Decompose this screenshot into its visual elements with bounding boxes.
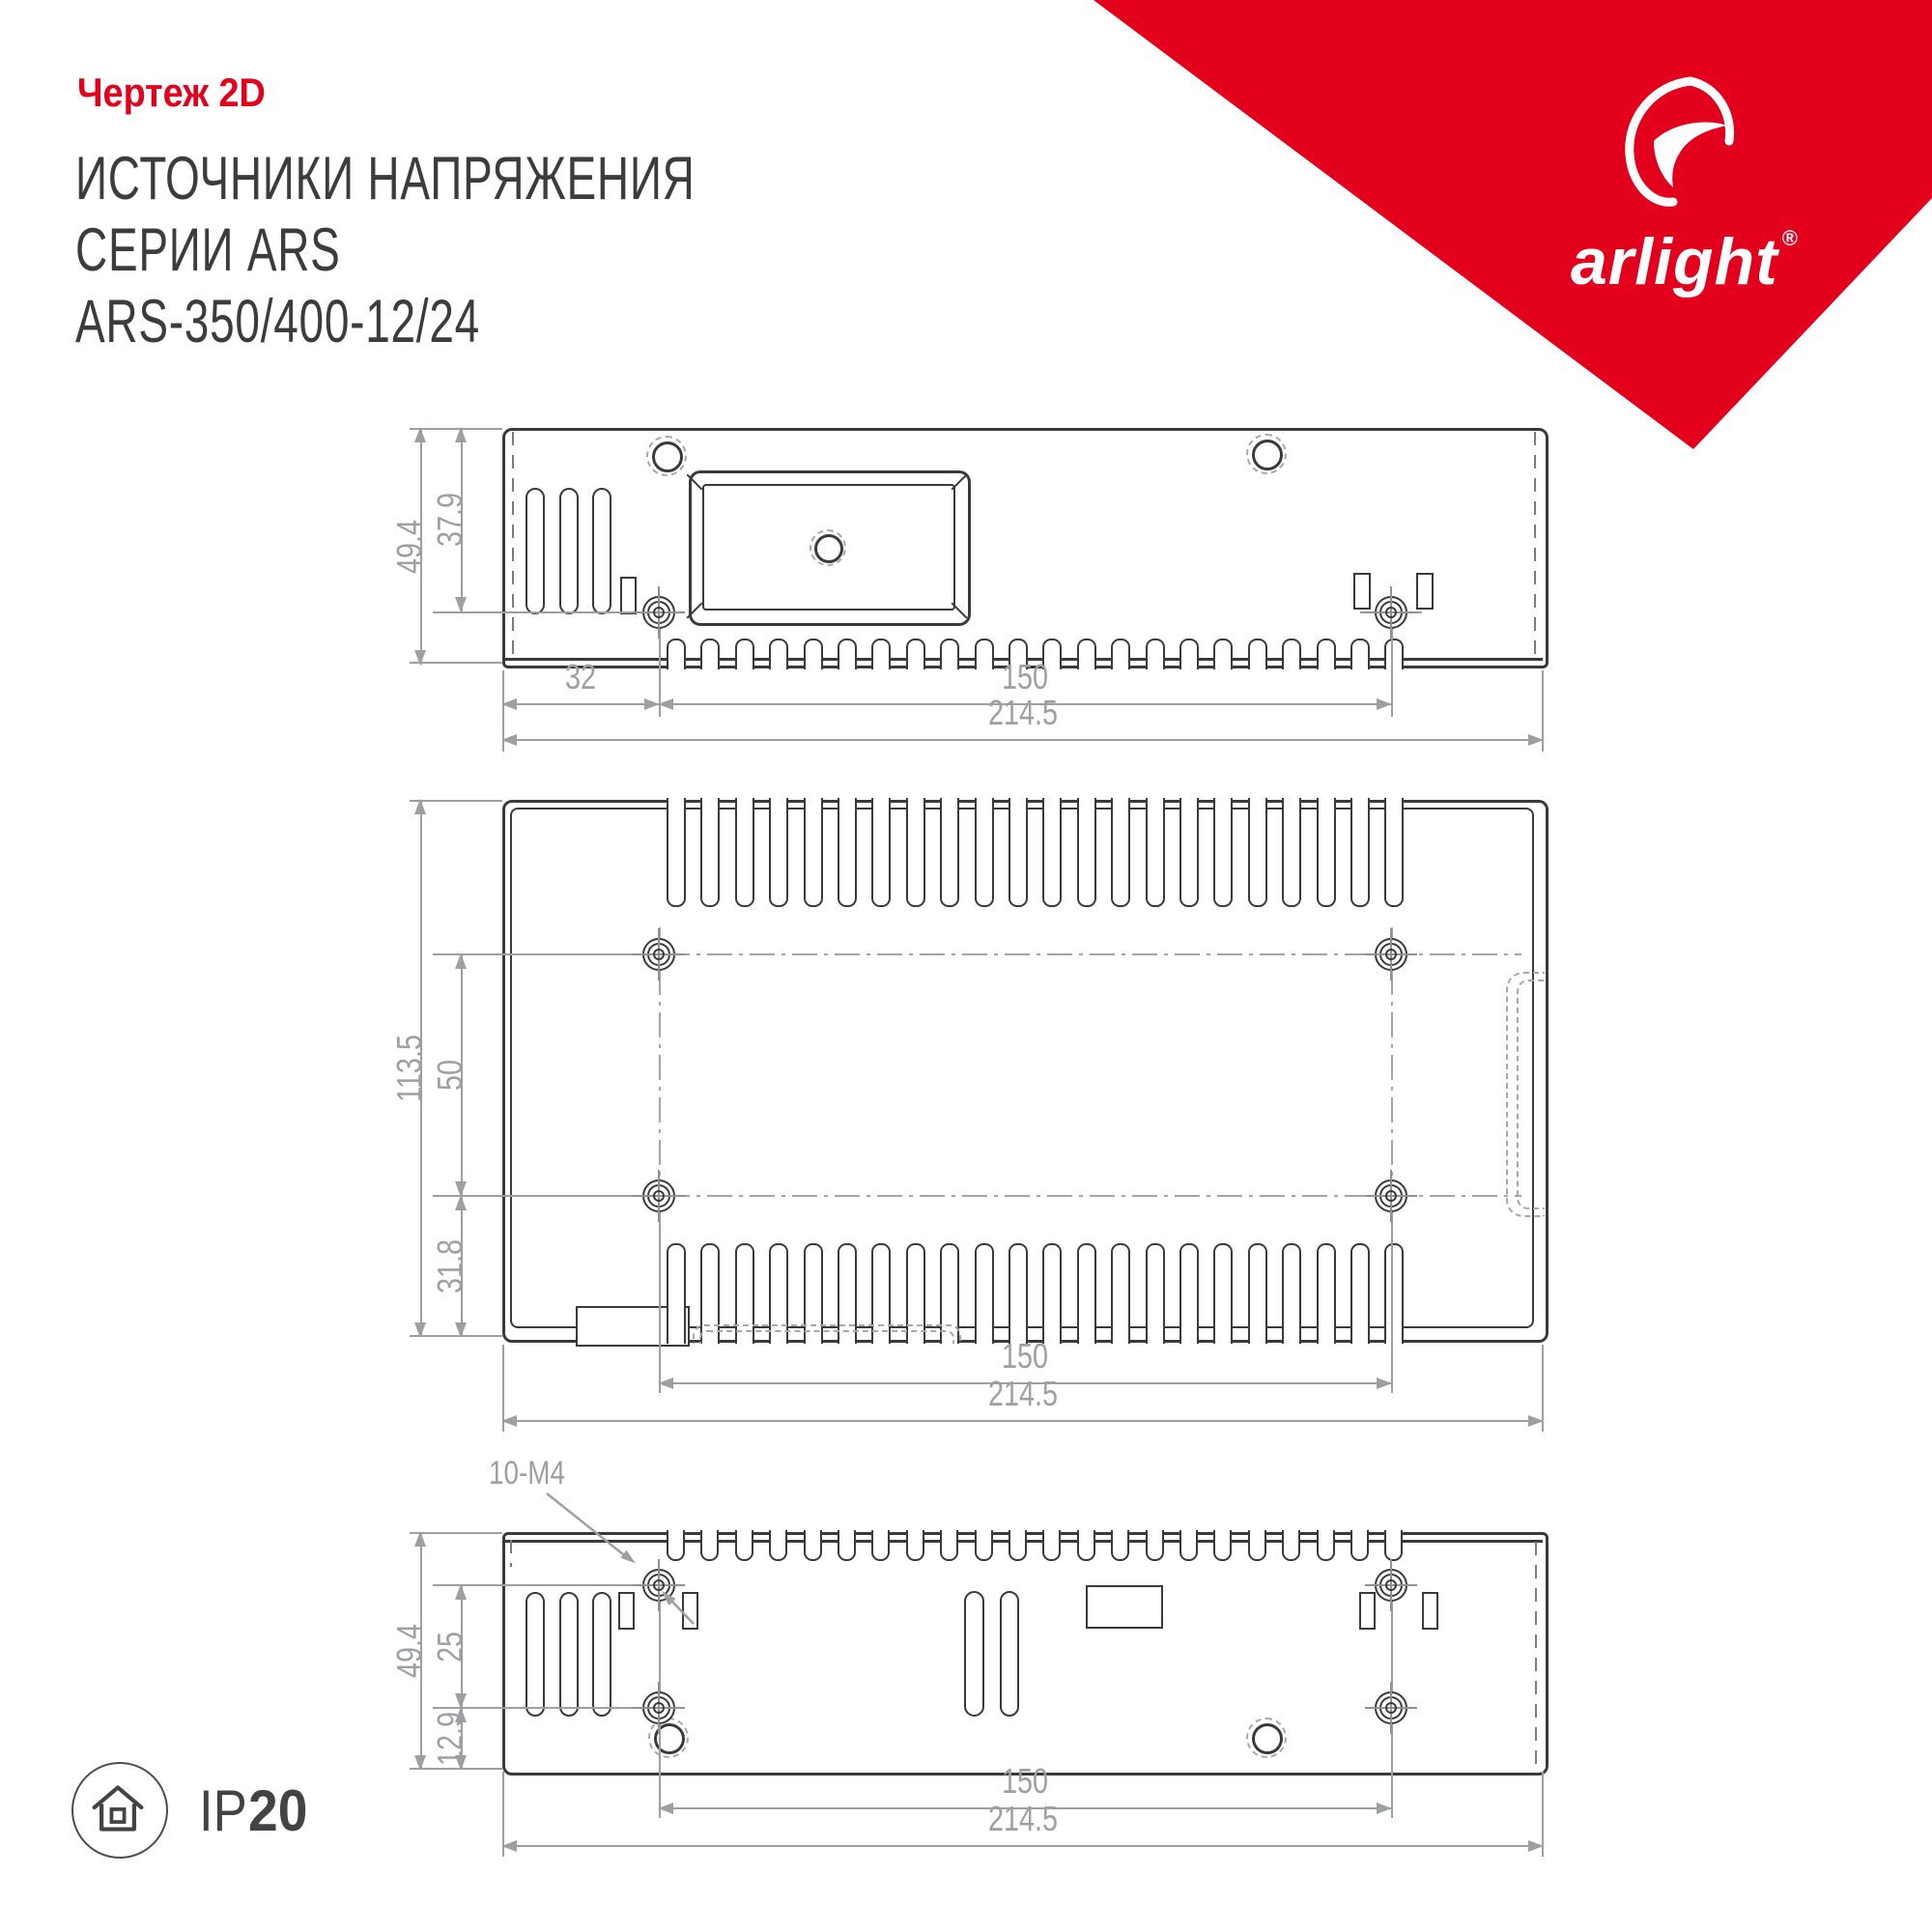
vent-slot-plan-top <box>975 798 994 907</box>
dim-arrow <box>414 1322 426 1338</box>
vent-slot-plan-top <box>1213 798 1233 907</box>
vent-arch-bottom-view <box>1111 1530 1129 1561</box>
vent-arch-top-view <box>735 639 754 669</box>
dim-value: 25 <box>430 1631 469 1662</box>
top-view-fold-line-left <box>512 432 514 660</box>
vent-arch-bottom-view <box>1350 1530 1369 1561</box>
vent-arch-top-view <box>1077 639 1096 669</box>
dim-arrow <box>501 1840 517 1852</box>
vent-slot-plan-top <box>804 798 823 907</box>
vent-slot-plan-top <box>1111 798 1130 907</box>
vent-slot-plan-top <box>1042 798 1062 907</box>
vent-arch-top-view <box>1350 639 1370 669</box>
dim-value: 214.5 <box>987 1799 1058 1838</box>
dim-arrow <box>414 799 426 814</box>
vent-arch-top-view <box>1111 639 1130 669</box>
vent-arch-bottom-view <box>769 1530 787 1561</box>
vent-arch-bottom-view <box>1009 1530 1027 1561</box>
m4-screw-boss <box>1375 1691 1407 1724</box>
registered-mark: ® <box>1781 226 1799 250</box>
vent-slot-plan-bottom <box>1350 1243 1370 1344</box>
vent-arch-top-view <box>940 639 959 669</box>
vent-slot-plan-top <box>1384 798 1404 907</box>
vent-slot-plan-top <box>1248 798 1267 907</box>
dim-arrow <box>414 650 426 666</box>
dim-total-height <box>389 1532 429 1770</box>
vent-slot-plan-top <box>1317 798 1336 907</box>
dim-arrow <box>501 1415 517 1427</box>
vent-arch-bottom-view <box>1077 1530 1095 1561</box>
dim-total-height <box>389 428 429 665</box>
dim-arrow <box>501 698 517 710</box>
screw-hole <box>1252 440 1283 470</box>
dim-total-width <box>502 1799 1543 1847</box>
vent-arch-top-view <box>667 639 686 669</box>
hidden-slot-outline <box>699 1330 954 1344</box>
vent-arch-top-view <box>1384 639 1404 669</box>
m4-screw-boss <box>642 1691 675 1724</box>
vent-slot-plan-bottom <box>1009 1243 1028 1344</box>
dim-total-width <box>502 693 1543 741</box>
title-line-2: СЕРИИ ARS <box>75 216 341 284</box>
vent-slot-plan-top <box>667 798 686 907</box>
vent-slot <box>592 488 611 614</box>
vent-slot-plan-top <box>1179 798 1199 907</box>
vent-arch-top-view <box>975 639 994 669</box>
screw-hole <box>652 441 683 472</box>
dim-arrow <box>455 953 467 969</box>
vent-arch-bottom-view <box>1213 1530 1232 1561</box>
ip-prefix: IP <box>199 1778 247 1843</box>
vent-slot <box>559 488 579 614</box>
vent-arch-bottom-view <box>1282 1530 1300 1561</box>
dim-arrow <box>414 1531 426 1547</box>
vent-arch-bottom-view <box>735 1530 753 1561</box>
dim-value: 32 <box>564 657 597 696</box>
vent-arch-bottom-view <box>1317 1530 1335 1561</box>
thread-callout: 10-M4 <box>489 1455 566 1492</box>
bottom-view-fold-line-right <box>1535 1542 1537 1764</box>
dim-arrow <box>1528 734 1544 746</box>
vent-slot-plan-top <box>769 798 788 907</box>
dim-arrow <box>1377 1803 1392 1814</box>
vent-slot <box>526 488 545 614</box>
vent-slot-plan-top <box>940 798 959 907</box>
vent-arch-bottom-view <box>838 1530 856 1561</box>
dim-arrow <box>1377 698 1392 710</box>
vent-arch-bottom-view <box>1146 1530 1164 1561</box>
m4-screw-boss <box>1375 1179 1407 1212</box>
brand-logo <box>1540 224 1830 299</box>
dim-arrow <box>1528 1840 1544 1852</box>
dim-value: 37.9 <box>430 492 469 548</box>
dim-value: 50 <box>430 1059 469 1092</box>
vent-arch-top-view <box>1146 639 1165 669</box>
dim-value: 214.5 <box>987 693 1058 732</box>
vent-slot-plan-bottom <box>1384 1243 1404 1344</box>
dim-bottom-offset <box>430 1708 469 1770</box>
vent-arch-top-view <box>1248 639 1267 669</box>
dim-arrow <box>455 1584 467 1600</box>
vent-slot-plan-bottom <box>1179 1243 1199 1344</box>
vent-arch-top-view <box>1213 639 1233 669</box>
vent-slot-plan-bottom <box>1213 1243 1233 1344</box>
dim-arrow <box>1528 1415 1544 1427</box>
dim-value: 49.4 <box>389 519 429 574</box>
extension-line <box>659 1204 661 1393</box>
vent-arch-bottom-view <box>1384 1530 1403 1561</box>
m4-screw-boss <box>1375 596 1407 629</box>
vent-arch-bottom-view <box>1179 1530 1198 1561</box>
title-line-3: ARS-350/400-12/24 <box>75 288 480 355</box>
vent-arch-top-view <box>1282 639 1301 669</box>
m4-screw-boss <box>642 596 675 629</box>
dim-arrow <box>658 1803 673 1814</box>
dim-left-offset <box>502 657 659 705</box>
small-slot <box>1359 1592 1376 1630</box>
dim-value: 113.5 <box>389 1035 429 1102</box>
dim-total-width <box>502 1374 1543 1422</box>
dim-value: 12.9 <box>430 1711 469 1767</box>
dim-screw-line-height <box>430 428 469 611</box>
dim-value: 150 <box>1001 657 1049 696</box>
small-slot <box>1353 573 1371 610</box>
vent-slot-plan-bottom <box>1317 1243 1336 1344</box>
vent-arch-bottom-view <box>906 1530 924 1561</box>
vent-slot-plan-top <box>700 798 720 907</box>
vent-arch-top-view <box>804 639 823 669</box>
ip-value: 20 <box>247 1778 308 1843</box>
dim-value: 150 <box>1001 1336 1049 1376</box>
vent-arch-top-view <box>1179 639 1199 669</box>
dim-value: 31.8 <box>430 1238 469 1294</box>
title-line-1: ИСТОЧНИКИ НАПРЯЖЕНИЯ <box>75 145 696 213</box>
m4-screw-boss <box>642 1179 675 1212</box>
vent-slot-plan-bottom <box>975 1243 994 1344</box>
vent-slot-plan-top <box>906 798 925 907</box>
vent-arch-top-view <box>871 639 891 669</box>
vent-slot-plan-bottom <box>1248 1243 1267 1344</box>
hidden-latch-outline <box>1517 980 1545 1209</box>
m4-screw-boss <box>1375 1569 1407 1602</box>
vent-arch-bottom-view <box>1042 1530 1061 1561</box>
vent-slot-plan-bottom <box>1146 1243 1165 1344</box>
vent-slot-plan-bottom <box>667 1243 686 1344</box>
dim-arrow <box>658 698 673 710</box>
dim-arrow <box>414 1755 426 1771</box>
dim-arrow <box>455 427 467 442</box>
plate-hole <box>814 534 843 563</box>
vent-slot-plan-bottom <box>1077 1243 1096 1344</box>
page-title <box>75 143 924 357</box>
vent-arch-top-view <box>906 639 925 669</box>
vent-slot-plan-top <box>1146 798 1165 907</box>
rect-cutout <box>1086 1585 1163 1629</box>
vent-slot-plan-top <box>735 798 754 907</box>
dim-total-height <box>389 800 429 1337</box>
dim-arrow <box>1377 1378 1392 1389</box>
vent-slot-plan-bottom <box>1111 1243 1130 1344</box>
vent-slot-plan-top <box>1282 798 1301 907</box>
vent-slot-plan-top <box>1009 798 1028 907</box>
vent-arch-top-view <box>838 639 857 669</box>
small-slot <box>1416 573 1434 610</box>
small-slot <box>620 577 637 614</box>
indoor-house-icon <box>89 1779 147 1837</box>
brand-logo-text: arlight <box>1570 225 1778 298</box>
screw-hole <box>1252 1723 1283 1754</box>
vent-arch-bottom-view <box>975 1530 993 1561</box>
vent-arch-top-view <box>769 639 788 669</box>
vent-arch-bottom-view <box>871 1530 890 1561</box>
dim-value: 49.4 <box>389 1623 429 1679</box>
dim-value: 150 <box>1001 1761 1049 1801</box>
dim-arrow <box>455 597 467 612</box>
extension-line <box>1391 1204 1393 1393</box>
m4-screw-boss <box>1375 938 1407 971</box>
vent-arch-bottom-view <box>1248 1530 1266 1561</box>
vent-arch-top-view <box>1317 639 1336 669</box>
top-view-fold-line-right <box>1534 432 1536 660</box>
vent-slot-plan-top <box>871 798 891 907</box>
arlight-flame-icon <box>1615 73 1760 228</box>
vent-arch-bottom-view <box>804 1530 822 1561</box>
dim-value: 214.5 <box>987 1374 1058 1413</box>
dim-bottom-offset <box>430 1196 469 1337</box>
vent-slot-plan-top <box>1077 798 1096 907</box>
dim-arrow <box>658 1378 673 1389</box>
dim-screw-rows-spacing <box>430 1585 469 1708</box>
leader-line <box>483 1444 734 1637</box>
page-eyebrow: Чертеж 2D <box>77 70 266 115</box>
vent-slot <box>964 1591 984 1717</box>
vent-arch-top-view <box>700 639 720 669</box>
vent-arch-bottom-view <box>940 1530 958 1561</box>
ip-rating-label <box>199 1777 312 1844</box>
small-slot <box>1422 1592 1438 1630</box>
dim-arrow <box>455 1322 467 1338</box>
m4-screw-boss <box>642 938 675 971</box>
dim-screw-rows-spacing <box>430 954 469 1196</box>
vent-slot-plan-bottom <box>1042 1243 1062 1344</box>
vent-slot-plan-top <box>1350 798 1370 907</box>
vent-slot <box>1000 1591 1019 1717</box>
dim-arrow <box>455 1195 467 1210</box>
vent-slot-plan-top <box>838 798 857 907</box>
vent-slot-plan-bottom <box>1282 1243 1301 1344</box>
dim-arrow <box>414 427 426 442</box>
dim-arrow <box>501 734 517 746</box>
